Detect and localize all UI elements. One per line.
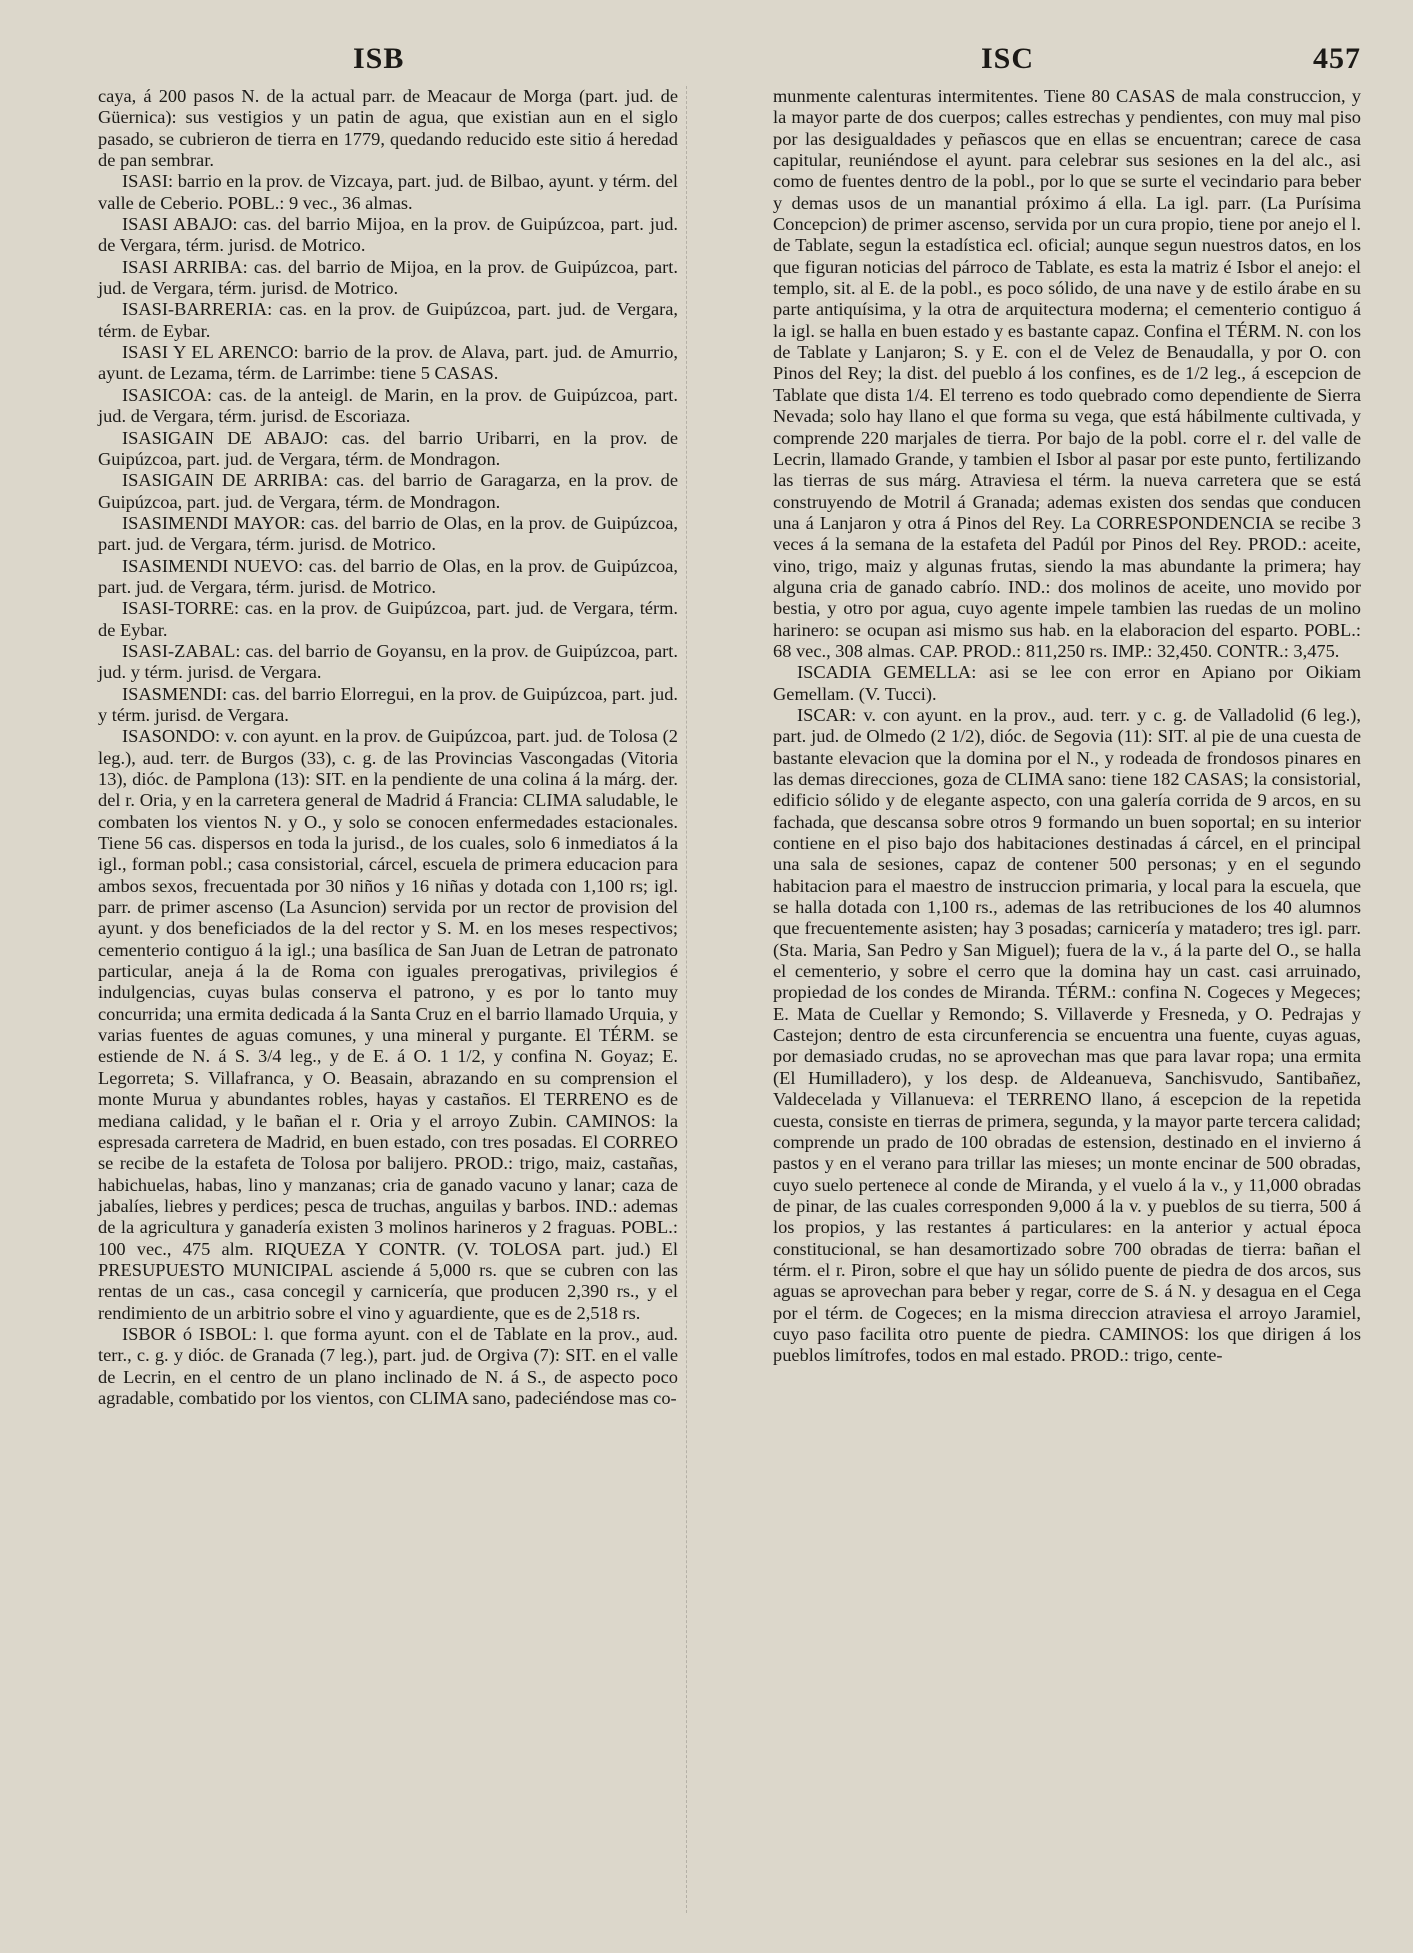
dictionary-entry: ISASI-TORRE: cas. en la prov. de Guipúzcoa, part. jud. de Vergara, térm. de Eybar. xyxy=(98,598,678,640)
dictionary-entry: ISASI: barrio en la prov. de Vizcaya, part. jud. de Bilbao, ayunt. y térm. del valle de Ceberio. POBL.: 9 vec., 36 almas. xyxy=(98,171,678,213)
dictionary-entry: ISASIGAIN DE ARRIBA: cas. del barrio de Garagarza, en la prov. de Guipúzcoa, part. jud. de Vergara, térm. de Mondragon. xyxy=(98,470,678,512)
dictionary-entry: ISASI ARRIBA: cas. del barrio de Mijoa, en la prov. de Guipúzcoa, part. jud. de Vergara, térm. jurisd. de Motrico. xyxy=(98,256,678,299)
dictionary-entry: ISASMENDI: cas. del barrio Elorregui, en la prov. de Guipúzcoa, part. jud. y térm. jurisd. de Vergara. xyxy=(98,683,678,725)
page-number: 457 xyxy=(1313,42,1361,75)
dictionary-entry: caya, á 200 pasos N. de la actual parr. de Meacaur de Morga (part. jud. de Güernica): sus vestigios y un patin de agua, que existian aun en el siglo pasado, se cubrieron de tierra en 1779, quedando reducido este sitio á heredad de pan sembrar. xyxy=(98,86,678,171)
left-guide-word: ISB xyxy=(353,42,405,75)
dictionary-entry: ISASIMENDI NUEVO: cas. del barrio de Olas, en la prov. de Guipúzcoa, part. jud. de Vergara, térm. jurisd. de Motrico. xyxy=(98,555,678,597)
dictionary-entry: munmente calenturas intermitentes. Tiene 80 CASAS de mala construccion, y la mayor parte de dos cuerpos; calles estrechas y pendientes, con muy mal piso por las desigualdades y peñascos que en ellas se encuentran; carece de casa capitular, reuniéndose el ayunt. para celebrar sus sesiones en la del alc., asi como de fuentes dentro de la pobl., por lo que se surte el vecindario para beber y demas usos de un manantial próximo á ella. La igl. parr. (La Purísima Concepcion) de primer ascenso, servida por un cura propio, tiene por anejo el l. de Tablate, segun la estadística ecl. oficial; aunque segun nuestros datos, en los que figuran noticias del párroco de Tablate, es esta la matriz é Isbor el anejo: el templo, sit. al E. de la pobl., es poco sólido, de una nave y de estilo árabe en su parte antiquísima, y la otra de arquitectura moderna; el cementerio contiguo á la igl. se halla en buen estado y es bastante capaz. Confina el TÉRM. N. con los de Tablate y Lanjaron; S. y E. con el de Velez de Benaudalla, y por O. con Pinos del Rey; la dist. del pueblo á los confines, es de 1/2 leg., á escepcion de Tablate que dista 1/4. El terreno es todo quebrado como dependiente de Sierra Nevada; solo hay llano el que forma su vega, que está hábilmente cultivada, y comprende 220 marjales de tierra. Por bajo de la pobl. corre el r. del valle de Lecrin, llamado Grande, y tambien el Isbor al pasar por este punto, fertilizando las tierras de sus márg. Atraviesa el térm. la nueva carretera que se está construyendo de Motril á Granada; ademas existen dos sendas que conducen una á Lanjaron y otra á Pinos del Rey. La CORRESPONDENCIA se recibe 3 veces á la semana de la estafeta del Padúl por Pinos del Rey. PROD.: aceite, vino, trigo, maiz y algunas frutas, siendo la mas abundante la primera; hay alguna cria de ganado cabrío. IND.: dos molinos de aceite, uno movido por bestia, y otro por agua, cuyo agente impele tambien las ruedas de un molino harinero: se ocupan asi mismo sus hab. en la elaboracion del esparto. POBL.: 68 vec., 308 almas. CAP. PROD.: 811,250 rs. IMP.: 32,450. CONTR.: 3,475. xyxy=(773,86,1361,661)
column-divider xyxy=(686,86,687,1913)
dictionary-entry: ISCADIA GEMELLA: asi se lee con error en Apiano por Oikiam Gemellam. (V. Tucci). xyxy=(773,662,1361,704)
dictionary-entry: ISASICOA: cas. de la anteigl. de Marin, en la prov. de Guipúzcoa, part. jud. de Vergara, térm. jurisd. de Escoriaza. xyxy=(98,384,678,427)
page-header xyxy=(98,42,1361,84)
dictionary-entry: ISASI Y EL ARENCO: barrio de la prov. de Alava, part. jud. de Amurrio, ayunt. de Lezama, térm. de Larrimbe: tiene 5 CASAS. xyxy=(98,342,678,384)
dictionary-entry: ISASIMENDI MAYOR: cas. del barrio de Olas, en la prov. de Guipúzcoa, part. jud. de Vergara, térm. jurisd. de Motrico. xyxy=(98,512,678,555)
dictionary-entry: ISASI-ZABAL: cas. del barrio de Goyansu, en la prov. de Guipúzcoa, part. jud. y térm. jurisd. de Vergara. xyxy=(98,640,678,683)
dictionary-entry: ISBOR ó ISBOL: l. que forma ayunt. con el de Tablate en la prov., aud. terr., c. g. y dióc. de Granada (7 leg.), part. jud. de Orgiva (7): SIT. en el valle de Lecrin, en el centro de un plano inclinado de N. á S., de aspecto poco agradable, combatido por los vientos, con CLIMA sano, padeciéndose mas co- xyxy=(98,1323,678,1408)
text-columns xyxy=(98,86,1361,1409)
dictionary-entry: ISASI ABAJO: cas. del barrio Mijoa, en la prov. de Guipúzcoa, part. jud. de Vergara, térm. jurisd. de Motrico. xyxy=(98,214,678,256)
right-guide-word: ISC xyxy=(981,42,1035,75)
dictionary-entry: ISASI-BARRERIA: cas. en la prov. de Guipúzcoa, part. jud. de Vergara, térm. de Eybar. xyxy=(98,299,678,341)
dictionary-entry: ISASONDO: v. con ayunt. en la prov. de Guipúzcoa, part. jud. de Tolosa (2 leg.), aud. terr. de Burgos (33), c. g. de las Provincias Vascongadas (Vitoria 13), dióc. de Pamplona (13): SIT. en la pendiente de una colina á la márg. der. del r. Oria, y en la carretera general de Madrid á Francia: CLIMA saludable, le combaten los vientos N. y O., y solo se conocen enfermedades estacionales. Tiene 56 cas. dispersos en toda la jurisd., de los cuales, solo 6 inmediatos á la igl., forman pobl.; casa consistorial, cárcel, escuela de primera educacion para ambos sexos, frecuentada por 30 niños y 16 niñas y dotada con 1,100 rs; igl. parr. de primer ascenso (La Asuncion) servida por un rector de provision del ayunt. y dos beneficiados de la del rector y S. M. en los meses respectivos; cementerio contiguo á la igl.; una basílica de San Juan de Letran de patronato particular, aneja á la de Roma con iguales prerogativas, privilegios é indulgencias, cuyas bulas conserva el patrono, y es por lo tanto muy concurrida; una ermita dedicada á la Santa Cruz en el barrio llamado Urquia, y varias fuentes de aguas comunes, y una mineral y purgante. El TÉRM. se estiende de N. á S. 3/4 leg., y de E. á O. 1 1/2, y confina N. Goyaz; E. Legorreta; S. Villafranca, y O. Beasain, abrazando en su comprension el monte Murua y abundantes robles, hayas y castaños. El TERRENO es de mediana calidad, y le bañan el r. Oria y el arroyo Zubin. CAMINOS: la espresada carretera de Madrid, en buen estado, con tres posadas. El CORREO se recibe de la estafeta de Tolosa por balijero. PROD.: trigo, maiz, castañas, habichuelas, habas, lino y manzanas; cria de ganado vacuno y lanar; caza de jabalíes, liebres y perdices; pesca de truchas, anguilas y barbos. IND.: ademas de la agricultura y ganadería existen 3 molinos harineros y 2 fraguas. POBL.: 100 vec., 475 alm. RIQUEZA Y CONTR. (V. TOLOSA part. jud.) El PRESUPUESTO MUNICIPAL asciende á 5,000 rs. que se cubren con las rentas de un cas., casa concegil y carnicería, que producen 2,390 rs., y el rendimiento de un arbitrio sobre el vino y aguardiente, que es de 2,518 rs. xyxy=(98,726,678,1323)
dictionary-entry: ISCAR: v. con ayunt. en la prov., aud. terr. y c. g. de Valladolid (6 leg.), part. jud. de Olmedo (2 1/2), dióc. de Segovia (11): SIT. al pie de una cuesta de bastante elevacion que la domina por el N., y rodeada de frondosos pinares en las demas direcciones, goza de CLIMA sano: tiene 182 CASAS; la consistorial, edificio sólido y de elegante aspecto, con una galería corrida de 9 arcos, en su fachada, que descansa sobre otros 9 formando un buen soportal; en su interior contiene en el piso bajo dos habitaciones destinadas á cárcel, en el principal una sala de sesiones, capaz de contener 500 personas; y en el segundo habitacion para el maestro de instruccion primaria, y local para la escuela, que se halla dotada con 1,100 rs., ademas de las retribuciones de los 40 alumnos que frecuentemente asisten; hay 3 posadas; carnicería y matadero; tres igl. parr. (Sta. Maria, San Pedro y San Miguel); fuera de la v., á la parte del O., se halla el cementerio, y sobre el cerro que la domina hay un cast. casi arruinado, propiedad de los condes de Miranda. TÉRM.: confina N. Cogeces y Megeces; E. Mata de Cuellar y Remondo; S. Villaverde y Fresneda, y O. Pedrajas y Castejon; dentro de esta circunferencia se encuentra una fuente, cuyas aguas, por demasiado crudas, no se aprovechan mas que para lavar ropa; una ermita (El Humilladero), y los desp. de Aldeanueva, Sanchisvudo, Santibañez, Valdecelada y Villanueva: el TERRENO llano, á escepcion de la repetida cuesta, consiste en tierras de primera, segunda, y la mayor parte tercera calidad; comprende un prado de 100 obradas de estension, destinado en el invierno á pastos y en el verano para trillar las mieses; un monte encinar de 500 obradas, cuyo suelo pertenece al conde de Miranda, y el vuelo á la v., y 11,000 obradas de pinar, de las cuales corresponden 9,000 á la v. y pueblos de su tierra, 500 á los propios, y las restantes á particulares: en la anterior y actual época constitucional, se han desamortizado sobre 700 obradas de tierra: bañan el térm. el r. Piron, sobre el que hay un sólido puente de piedra de dos arcos, sus aguas se aprovechan para beber y regar, corre de S. á N. y desagua en el Cega por el térm. de Cogeces; en la misma direccion atraviesa el arroyo Jaramiel, cuyo paso facilita otro puente de piedra. CAMINOS: los que dirigen á los pueblos limítrofes, todos en mal estado. PROD.: trigo, cente- xyxy=(773,704,1361,1366)
left-column xyxy=(98,86,678,1409)
right-column xyxy=(773,86,1361,1409)
dictionary-entry: ISASIGAIN DE ABAJO: cas. del barrio Uribarri, en la prov. de Guipúzcoa, part. jud. de Vergara, térm. de Mondragon. xyxy=(98,427,678,469)
